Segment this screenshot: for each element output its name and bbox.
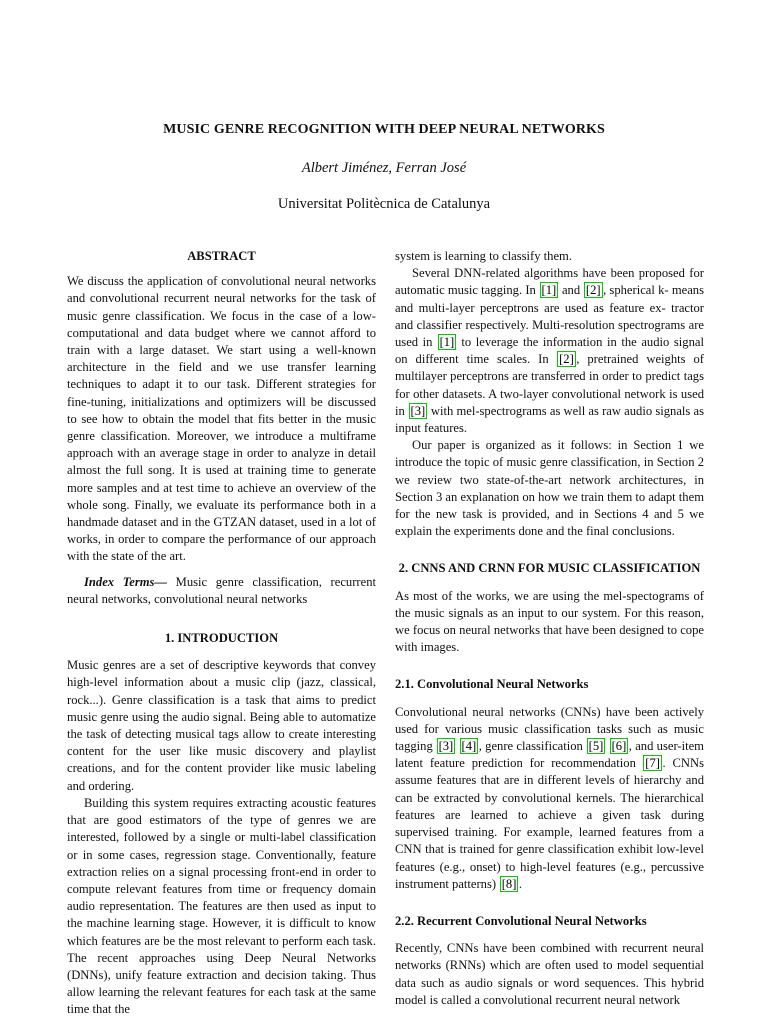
subsection-2-1-paragraph: Convolutional neural networks (CNNs) have been actively used for various music classification tasks such as music tagging [3] [4] , genre classification [5] [6] , and user-item latent feature prediction for recommendation [7] . CNNs assume features that are in different levels of hierarchy and can be extracted by convolutional kernels. The hierarchical features are learned to achieve a given task during supervised training. For example, learned features from a CNN that is trained for genre classification exhibit low-level features (e.g., onset) to high-level features (e.g., percussive instrument patterns) [8] . xyxy=(395,704,704,891)
citation-link[interactable]: [1] xyxy=(541,283,557,298)
intro-paragraph-1: Music genres are a set of descriptive keywords that convey high-level information about a music clip (jazz, classical, rock...). Genre classification is a task that aims to predict music genre using the audio signal. Being able to automatize the task of detecting musical tags allow to create interesting content for the user like music discovery and playlist creations, and for the content provider like music labeling and ordering. xyxy=(67,658,376,793)
intro-paragraph-2: Building this system requires extracting acoustic features that are good estimators of the type of genres we are interested, followed by a single or multi-label classification or in some cases, regression stage. Conventionally, feature extraction relies on a signal processing front-end in order to compute relevant features from time or frequency domain audio representation. The features are then used as input to the machine learning stage. However, it is difficult to know which features are be the most relevant to perform each task. The recent approaches using Deep Neural Networks (DNNs), unify feature extraction and decision taking. Thus allow learning the relevant features for each task at the same time that the xyxy=(67,795,376,1017)
abstract-body: We discuss the application of convolutional neural networks and convolutional recurrent neural networks for the task of music genre classification. We focus in the case of a low-computational and data budget where we cannot afford to train with a large dataset. We start using a well-known architecture in the field and we use transfer learning techniques to adapt it to our task. Different strategies for fine-tuning, initializations and optimizers will be discussed to see how to obtain the model that fits better in the music genre classification. Moreover, we introduce a multiframe approach with an average stage in order to analyze in detail almost the full song. It is used at training time to generate more samples and at test time to achieve an overview of the whole song. Finally, we evaluate its performance both in a handmade dataset and in the GTZAN dataset, used in a lot of works, in order to compare the performance of our approach with the state of the art. xyxy=(67,274,376,564)
paper-title: MUSIC GENRE RECOGNITION WITH DEEP NEURAL NETWORKS xyxy=(163,122,605,137)
intro-paragraph-4: Our paper is organized as it follows: in Section 1 we introduce the topic of music genre classification, in Section 2 we review two state-of-the-art network architectures, in Section 3 an explanation on how we train them to adapt them for the new task is provided, and in Sections 4 and 5 we explain the experiments done and the final conclusions. xyxy=(395,438,704,539)
citation-link[interactable]: [2] xyxy=(585,283,601,298)
subsection-2-2-heading: 2.2. Recurrent Convolutional Neural Networks xyxy=(395,913,647,928)
right-column xyxy=(395,248,704,1009)
citation-link[interactable]: [2] xyxy=(559,352,574,367)
section-2-heading: 2. CNNS AND CRNN FOR MUSIC CLASSIFICATION xyxy=(398,561,701,576)
citation-link[interactable]: [3] xyxy=(438,739,454,754)
affiliation: Universitat Politècnica de Catalunya xyxy=(277,196,491,212)
citation-link[interactable]: [1] xyxy=(439,335,455,350)
citation-link[interactable]: [7] xyxy=(645,756,660,771)
authors: Albert Jiménez, Ferran José xyxy=(301,160,467,176)
citation-link[interactable]: [6] xyxy=(611,739,627,754)
citation-link[interactable]: [5] xyxy=(588,739,604,754)
section-2-paragraph-1: As most of the works, we are using the mel-spectograms of the music signals as an input to our system. For this reason, we focus on neural networks that have been designed to cope with images. xyxy=(395,588,704,655)
intro-paragraph-3: Several DNN-related algorithms have been proposed for automatic music tagging. In [1] and [2] , spherical k- means and multi-layer perceptrons are used as feature ex- tractor and classifier respectively. Multi-resolution spectrograms are used in [1] to leverage the information in the audio signal on different time scales. In [2] , pretrained weights of multilayer perceptrons are transferred in order to predict tags for other datasets. A two-layer convolutional network is used in [3] with mel-spectrograms as well as raw audio signals as input features. xyxy=(395,266,704,436)
subsection-2-2-paragraph: Recently, CNNs have been combined with recurrent neural networks (RNNs) which are often used to model sequential data such as audio signals or word sequences. This hybrid model is called a convolutional recurrent neural network xyxy=(395,941,704,1007)
left-column xyxy=(67,248,376,1019)
section-1-heading: 1. INTRODUCTION xyxy=(164,631,279,646)
intro-paragraph-2-continued: system is learning to classify them. xyxy=(395,249,572,263)
citation-link[interactable]: [8] xyxy=(501,876,517,891)
index-terms-label: Index Terms— xyxy=(84,574,168,589)
subsection-2-1-heading: 2.1. Convolutional Neural Networks xyxy=(395,677,589,692)
index-terms-text: Music genre classification, recurrent neural networks, convolutional neural networks xyxy=(67,574,376,606)
citation-link[interactable]: [4] xyxy=(461,739,477,754)
index-terms xyxy=(67,574,376,608)
citation-link[interactable]: [3] xyxy=(410,403,426,418)
abstract-heading: ABSTRACT xyxy=(187,249,256,263)
